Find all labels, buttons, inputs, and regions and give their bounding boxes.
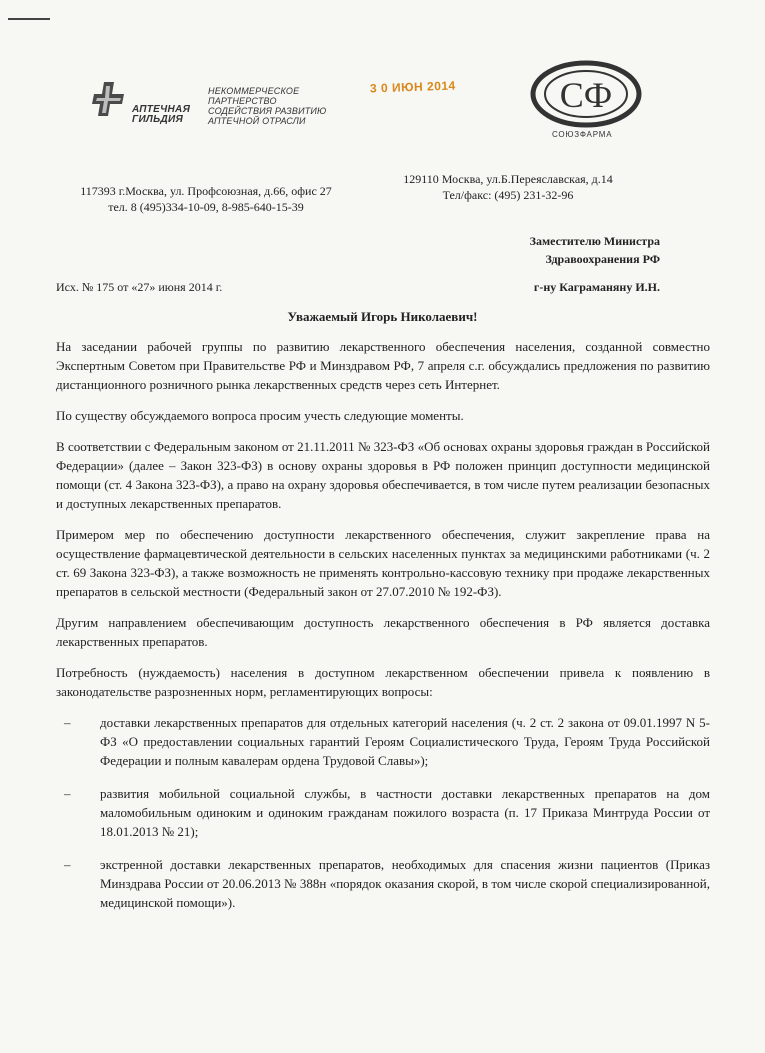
logo-caption: СОЮЗФАРМА — [552, 130, 613, 139]
org-line: НЕКОММЕРЧЕСКОЕ — [208, 86, 300, 96]
paragraph: В соответствии с Федеральным законом от 21.11.2011 № 323-ФЗ «Об основах охраны здоровья граждан в Российской Федерации» (далее – Закон 323-ФЗ) в основу охраны здоровья в РФ положен принцип доступности медицинской помощи (ст. 4 Закона 323-ФЗ), а право на охрану здоровья обеспечивается, в том числе путем реализации безопасных и доступных лекарственных препаратов. — [56, 439, 710, 511]
salutation: Уважаемый Игорь Николаевич! — [287, 309, 478, 324]
address-left — [56, 183, 356, 215]
address-left-line1: 117393 г.Москва, ул. Профсоюзная, д.66, офис 27 — [80, 184, 332, 198]
sf-letters: СФ — [559, 75, 613, 115]
letter-body — [56, 337, 710, 926]
scan-mark — [8, 18, 50, 20]
recipient-line3: г-ну Каграманяну И.Н. — [533, 280, 660, 294]
recipient-line2: Здравоохранения РФ — [545, 252, 660, 266]
paragraph: Другим направлением обеспечивающим доступность лекарственного обеспечения в РФ является доставка лекарственных препаратов. — [56, 615, 710, 649]
outgoing-reference: Исх. № 175 от «27» июня 2014 г. — [56, 280, 223, 294]
list-item-text: доставки лекарственных препаратов для отдельных категорий населения (ч. 2 ст. 2 закона от 09.01.1997 N 5-ФЗ «О предоставлении социальных гарантий Героям Социалистического Труда, Героям Труда Российской Федерации и полным кавалерам ордена Трудовой Славы»); — [100, 715, 710, 768]
list-item — [56, 713, 710, 770]
date-stamp: 3 0 ИЮН 2014 — [369, 78, 456, 96]
org-line: ПАРТНЕРСТВО — [208, 96, 277, 106]
list-item — [56, 855, 710, 912]
logo-name-line1: АПТЕЧНАЯ — [132, 104, 191, 115]
address-right-line2: Тел/факс: (495) 231-32-96 — [442, 188, 574, 202]
soyuzfarma-logo — [530, 60, 642, 140]
paragraph: По существу обсуждаемого вопроса просим учесть следующие моменты. — [56, 408, 464, 423]
cross-icon — [92, 80, 132, 126]
org-description — [208, 86, 326, 126]
address-right-line1: 129110 Москва, ул.Б.Переяславская, д.14 — [403, 172, 613, 186]
paragraph: На заседании рабочей группы по развитию лекарственного обеспечения населения, созданной совместно Экспертным Советом при Правительстве РФ и Минздравом РФ, 7 апреля с.г. обсуждались предложения по развитию дистанционного розничного рынка лекарственных средств через сеть Интернет. — [56, 339, 710, 392]
list-dash: – — [64, 857, 71, 872]
aptechnaya-gildiya-logo — [92, 80, 212, 128]
recipient-line1: Заместителю Министра — [529, 234, 660, 248]
paragraph: Потребность (нуждаемость) населения в доступном лекарственном обеспечении привела к появлению в законодательстве разрозненных норм, регламентирующих вопросы: — [56, 665, 710, 699]
list-dash: – — [64, 786, 71, 801]
address-right — [388, 171, 628, 203]
recipient-block — [508, 232, 660, 294]
org-line: АПТЕЧНОЙ ОТРАСЛИ — [208, 116, 306, 126]
sf-emblem-icon — [530, 60, 642, 130]
logo-name-line2: ГИЛЬДИЯ — [132, 114, 184, 125]
address-left-line2: тел. 8 (495)334-10-09, 8-985-640-15-39 — [108, 200, 304, 214]
list-item — [56, 784, 710, 841]
list-item-text: экстренной доставки лекарственных препаратов, необходимых для спасения жизни пациентов (Приказ Минздрава России от 20.06.2013 № 388н «порядок оказания скорой, в том числе скорой специализированной, медицинской помощи»). — [100, 857, 710, 910]
paragraph: Примером мер по обеспечению доступности лекарственного обеспечения, служит закрепление права на осуществление фармацевтической деятельности в сельских населенных пунктах за медицинскими работниками (ч. 2 ст. 69 Закона 323-ФЗ), а также возможность не применять контрольно-кассовую технику при продаже лекарственных препаратов в сельской местности (Федеральный закон от 27.07.2010 № 192-ФЗ). — [56, 527, 710, 599]
org-line: СОДЕЙСТВИЯ РАЗВИТИЮ — [208, 106, 327, 116]
list-item-text: развития мобильной социальной службы, в частности доставки лекарственных препаратов на дом маломобильным одиноким и одиноким гражданам пожилого возраста (п. 17 Приказа Минтруда России от 18.01.2013 № 21); — [100, 786, 710, 839]
regulation-list — [56, 713, 710, 912]
list-dash: – — [64, 715, 71, 730]
